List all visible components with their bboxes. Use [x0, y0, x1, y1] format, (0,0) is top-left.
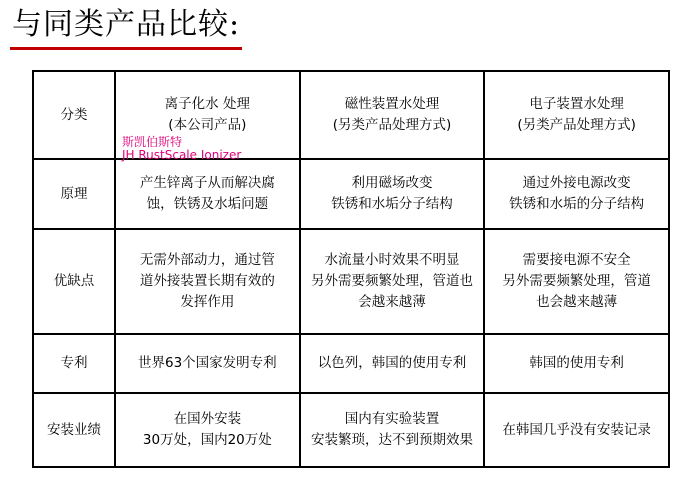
table-cell — [300, 159, 485, 229]
page-title: 与同类产品比较: — [12, 7, 241, 42]
table-cell — [115, 334, 300, 393]
table-cell — [300, 229, 485, 334]
table-cell — [484, 159, 669, 229]
cell-line: (另类产品处理方式) — [332, 117, 452, 133]
cell-line: 另外需要频繁处理，管道也 — [310, 273, 473, 289]
cell-line: 需要接电源不安全 — [522, 252, 631, 268]
overlay-line-english: JH RustScale Ionizer — [122, 148, 242, 162]
cell-line: 离子化水 处理 — [164, 96, 250, 112]
table-row — [33, 334, 669, 393]
cell-line: 利用磁场改变 — [351, 175, 433, 191]
row-label: 安装业绩 — [33, 393, 115, 467]
table-cell — [115, 159, 300, 229]
cell-line: 在国外安装 — [173, 411, 242, 427]
header-cell-magnetic — [300, 71, 485, 159]
cell-line: 磁性装置水处理 — [344, 96, 440, 112]
cell-line: 电子装置水处理 — [529, 96, 624, 112]
cell-line: 发挥作用 — [180, 294, 235, 310]
cell-line: 无需外部动力，通过管 — [139, 252, 275, 268]
table-row — [33, 229, 669, 334]
cell-line: 会越来越薄 — [358, 294, 426, 310]
cell-line: 通过外接电源改变 — [522, 175, 631, 191]
cell-line: 铁锈和水垢分子结构 — [331, 196, 453, 212]
table-cell — [484, 229, 669, 334]
cell-line: 铁锈和水垢的分子结构 — [509, 196, 645, 212]
table-cell — [484, 334, 669, 393]
cell-line: 世界63个国家发明专利 — [137, 355, 277, 371]
cell-line: 以色列，韩国的使用专利 — [317, 355, 467, 371]
cell-line: 产生锌离子从而解决腐 — [139, 175, 275, 191]
comparison-table — [32, 70, 670, 468]
table-row — [33, 393, 669, 467]
table-cell — [300, 334, 485, 393]
header-label: 分类 — [33, 71, 115, 159]
table-cell — [115, 393, 300, 467]
row-label: 专利 — [33, 334, 115, 393]
cell-line: 水流量小时效果不明显 — [324, 252, 460, 268]
cell-line: 蚀，铁锈及水垢问题 — [146, 196, 269, 212]
brand-overlay-text — [122, 136, 241, 162]
table-row — [33, 159, 669, 229]
row-label: 原理 — [33, 159, 115, 229]
row-label: 优缺点 — [33, 229, 115, 334]
cell-line: 在韩国几乎没有安装记录 — [502, 421, 651, 438]
title-underline — [10, 47, 242, 50]
table-cell — [300, 393, 485, 467]
cell-line: 国内有实验装置 — [344, 411, 440, 427]
cell-line: 道外接装置长期有效的 — [139, 273, 275, 289]
cell-line: (本公司产品) — [168, 117, 247, 133]
table-cell — [484, 393, 669, 467]
overlay-line-chinese: 斯凯伯斯特 — [122, 135, 183, 149]
cell-line: (另类产品处理方式) — [517, 117, 636, 133]
table-cell — [115, 229, 300, 334]
cell-line: 韩国的使用专利 — [529, 355, 624, 371]
header-cell-electronic — [484, 71, 669, 159]
cell-line: 安装繁琐，达不到预期效果 — [310, 432, 473, 448]
cell-line: 也会越来越薄 — [536, 294, 618, 310]
cell-line: 另外需要频繁处理，管道 — [502, 273, 651, 289]
cell-line: 30万处，国内20万处 — [142, 432, 272, 448]
